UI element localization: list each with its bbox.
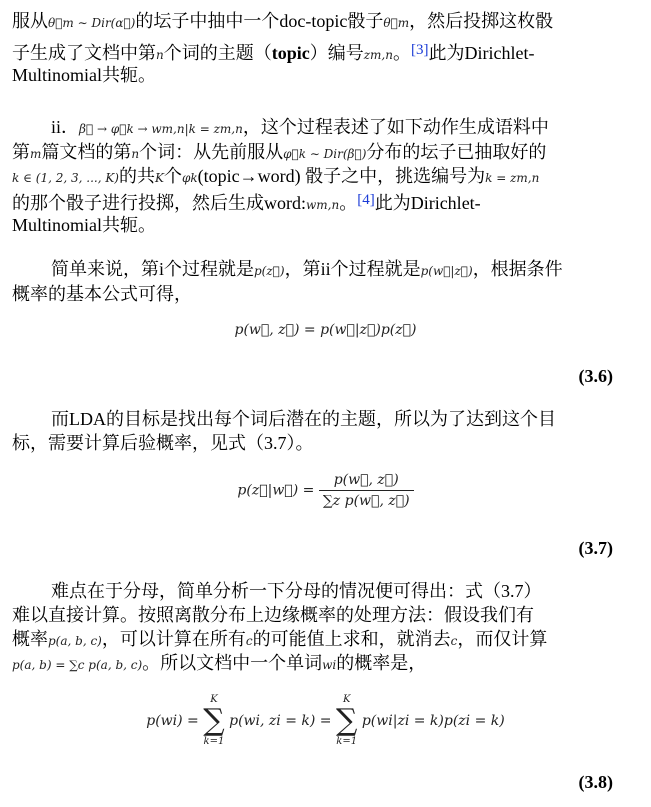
text: ，这个过程表述了如下动作生成语料中 <box>242 117 549 137</box>
equation-lhs: p(wi) = <box>146 713 199 729</box>
math-inline: φk <box>181 171 198 185</box>
text: 个词的主题（ <box>163 43 272 63</box>
summation-symbol: K ∑ k=1 <box>203 694 225 747</box>
math-inline: wi <box>322 658 337 672</box>
text: ，第ii个过程就是 <box>284 259 421 279</box>
text: ，然后投掷这枚骰 <box>409 11 554 31</box>
text: 的那个骰子进行投掷，然后生成word: <box>12 193 306 213</box>
math-inline: zm,n <box>363 48 393 62</box>
sum-upper-limit: K <box>342 694 351 705</box>
fraction <box>319 472 414 509</box>
text: 概率 <box>12 629 48 649</box>
text: ）编号 <box>309 43 364 63</box>
sum-upper-limit: K <box>210 694 218 705</box>
text: 个 <box>163 166 182 186</box>
text: 此为Dirichlet- <box>374 193 481 213</box>
math-inline: n <box>131 147 140 161</box>
equation-3-8 <box>0 694 651 748</box>
text: 分布的坛子已抽取好的 <box>366 142 547 162</box>
equation-number: (3.6) <box>578 366 613 386</box>
equation-number: (3.7) <box>578 538 613 558</box>
summation-symbol: K ∑ k=1 <box>335 694 358 747</box>
text: ，根据条件 <box>472 259 563 279</box>
math-inline: n <box>156 48 164 62</box>
para1-line3 <box>12 62 639 88</box>
citation-link[interactable]: [3] <box>410 42 429 58</box>
para4-line1 <box>51 406 639 432</box>
math-inline: p(a, b, c) <box>48 634 102 648</box>
text: 概率的基本公式可得， <box>12 284 192 304</box>
math-inline: θ⃗m ∼ Dir(α⃗) <box>48 16 136 30</box>
math-inline: β⃗ → φ⃗k → wm,n|k = zm,n <box>79 122 243 136</box>
para5-line1 <box>51 578 639 604</box>
text: 。 <box>392 43 411 63</box>
para5-line4 <box>12 650 639 678</box>
sum-lower-limit: k=1 <box>336 736 358 747</box>
text: 篇文档的第 <box>41 142 132 162</box>
text: 个词：从先前服从 <box>139 142 284 162</box>
math-inline: θ⃗m <box>383 16 410 30</box>
math-inline: K <box>154 171 164 185</box>
text: 的可能值上求和，就消去 <box>252 629 451 649</box>
text: 简单来说，第i个过程就是 <box>51 259 254 279</box>
para4-line2 <box>12 430 639 456</box>
text: (topic→word) 骰子之中，挑选编号为 <box>197 166 486 186</box>
text: 。 <box>339 193 358 213</box>
math-inline: k ∈ (1, 2, 3, ..., K) <box>12 171 119 185</box>
text: 难点在于分母，简单分析一下分母的情况便可得出：式（3.7） <box>51 581 542 601</box>
math-inline: m <box>30 147 42 161</box>
text: 的坛子中抽中一个doc-topic骰子 <box>135 11 384 31</box>
citation-link[interactable]: [4] <box>357 192 375 208</box>
text: 此为Dirichlet- <box>428 43 535 63</box>
sum-lower-limit: k=1 <box>203 736 225 747</box>
bold-term: topic <box>271 43 310 63</box>
math-inline: p(a, b) = ∑c p(a, b, c) <box>12 658 143 672</box>
para2-line5 <box>12 212 639 238</box>
math-inline: c <box>450 634 458 648</box>
para5-line2 <box>12 602 639 628</box>
text: 服从 <box>12 11 48 31</box>
math-inline: p(w⃗|z⃗) <box>420 264 473 278</box>
math-inline: c <box>245 634 253 648</box>
equation-formula: p(w⃗, z⃗) = p(w⃗|z⃗)p(z⃗) <box>234 322 417 338</box>
equation-term: p(wi, zi = k) = <box>229 713 332 729</box>
text: 标，需要计算后验概率，见式（3.7）。 <box>12 433 314 453</box>
math-inline: φ⃗k ∼ Dir(β⃗) <box>283 147 367 161</box>
equation-lhs: p(z⃗|w⃗) = <box>237 482 315 499</box>
math-inline: wm,n <box>306 198 340 212</box>
math-inline: p(z⃗) <box>254 264 285 278</box>
text: 难以直接计算。按照离散分布上边缘概率的处理方法：假设我们有 <box>12 605 534 625</box>
text: 的概率是， <box>336 653 427 673</box>
text: ，而仅计算 <box>457 629 548 649</box>
text: Multinomial共轭。 <box>12 215 156 235</box>
fraction-numerator: p(w⃗, z⃗) <box>319 472 414 491</box>
equation-number: (3.8) <box>578 772 613 792</box>
equation-3-6 <box>0 322 651 338</box>
para3-line2 <box>12 281 639 307</box>
math-inline: k = zm,n <box>485 171 540 185</box>
equation-3-7 <box>0 472 651 509</box>
text: 。所以文档中一个单词 <box>142 653 323 673</box>
fraction-denominator: ∑z p(w⃗, z⃗) <box>322 493 410 509</box>
text: 而LDA的目标是找出每个词后潜在的主题，所以为了达到这个目 <box>51 409 556 429</box>
text: 子生成了文档中第 <box>12 43 156 63</box>
list-marker: ii． <box>51 117 80 137</box>
equation-term: p(wi|zi = k)p(zi = k) <box>361 713 505 729</box>
text: ，可以计算在所有 <box>101 629 246 649</box>
para2-line1 <box>51 114 639 142</box>
text: Multinomial共轭。 <box>12 65 156 85</box>
text: 的共 <box>118 166 155 186</box>
para3-line1 <box>51 256 639 284</box>
text: 第 <box>12 142 30 162</box>
para1-line1 <box>12 8 639 36</box>
